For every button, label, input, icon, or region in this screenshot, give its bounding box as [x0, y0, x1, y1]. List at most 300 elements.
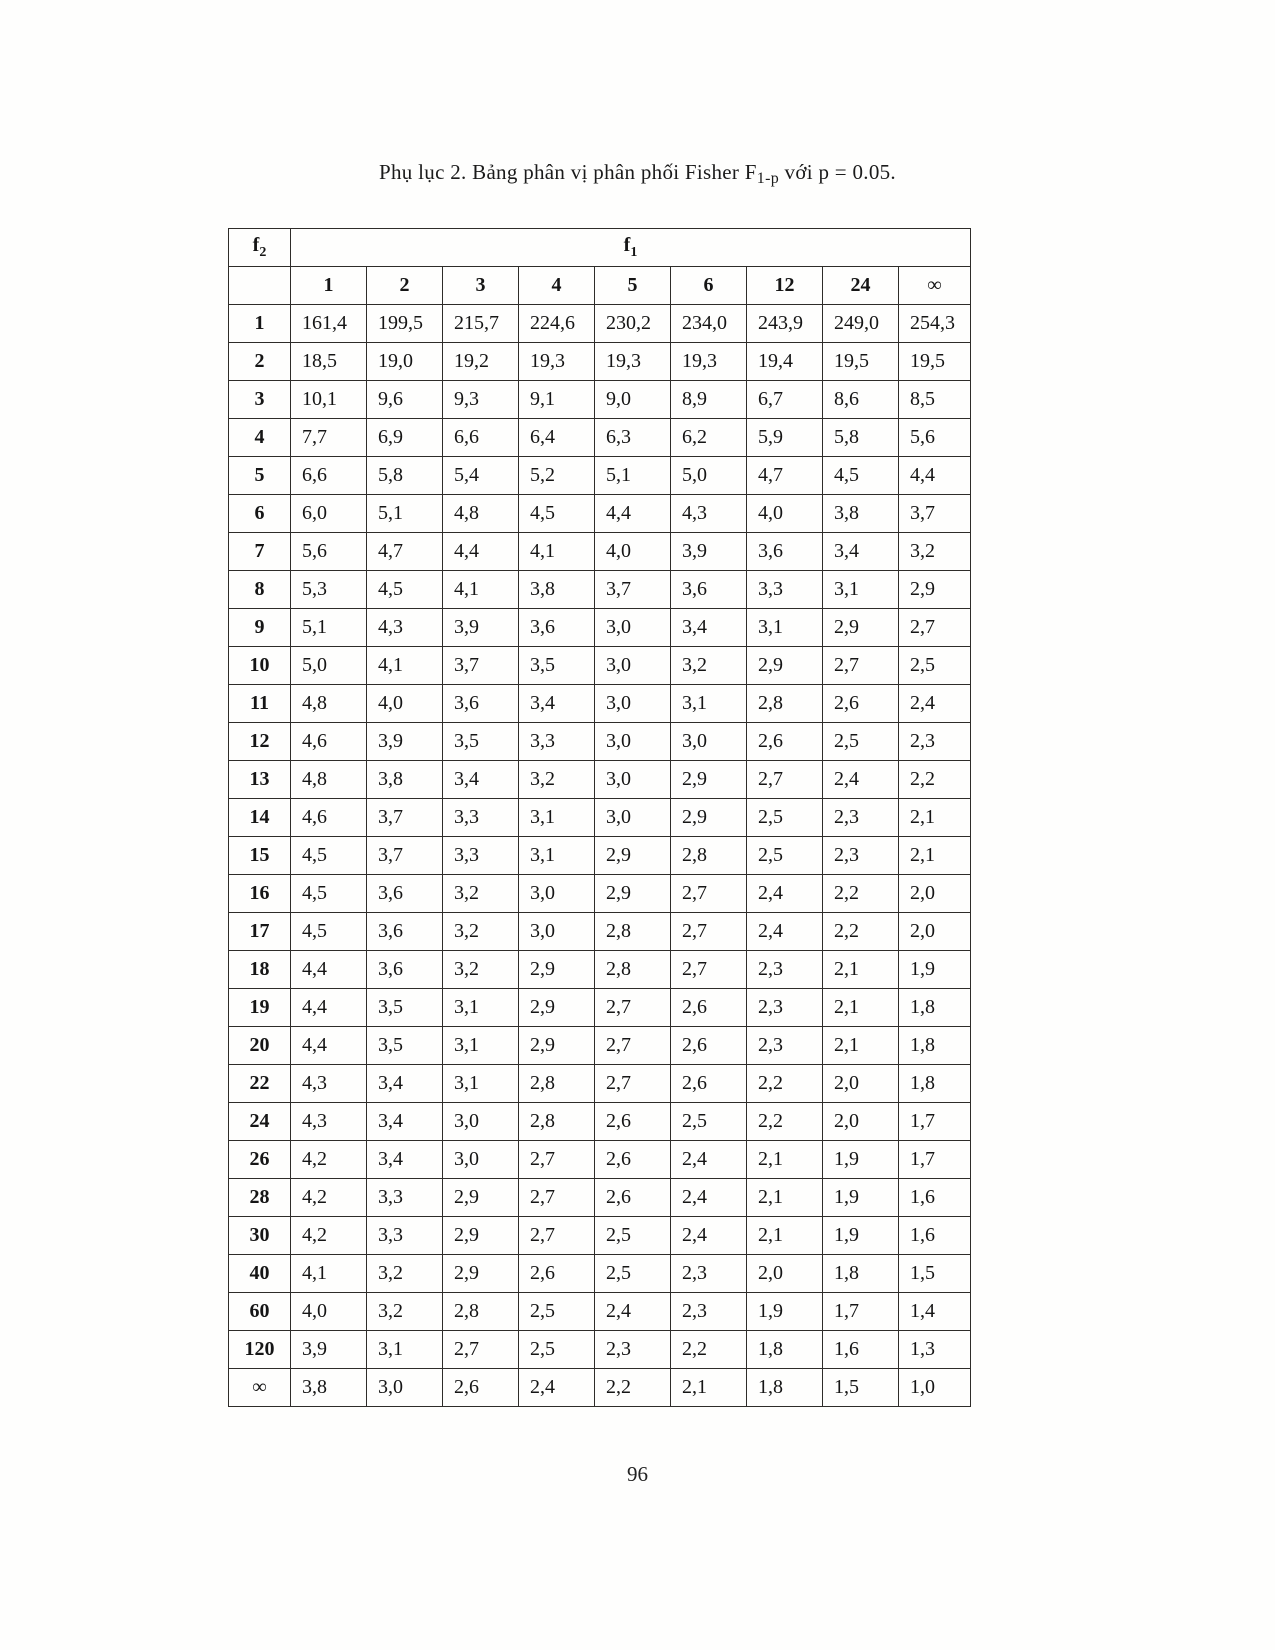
table-cell: 19,4: [747, 343, 823, 381]
table-cell: 3,9: [671, 533, 747, 571]
table-cell: 1,3: [899, 1331, 971, 1369]
table-cell: 3,0: [595, 647, 671, 685]
table-cell: 1,8: [823, 1255, 899, 1293]
table-cell: 3,0: [519, 913, 595, 951]
table-cell: 2,1: [747, 1179, 823, 1217]
table-cell: 2,2: [747, 1065, 823, 1103]
table-row: [229, 799, 971, 837]
table-row: [229, 571, 971, 609]
table-row: [229, 1141, 971, 1179]
table-cell: 3,5: [367, 1027, 443, 1065]
table-cell: 2,7: [443, 1331, 519, 1369]
table-cell: 2,5: [595, 1217, 671, 1255]
table-cell: 2,2: [823, 875, 899, 913]
table-cell: 8,9: [671, 381, 747, 419]
table-cell: 4,5: [291, 837, 367, 875]
table-cell: 1,6: [899, 1179, 971, 1217]
table-cell: 6,6: [291, 457, 367, 495]
table-cell: 4,5: [367, 571, 443, 609]
table-cell: 2,7: [519, 1141, 595, 1179]
table-row: [229, 1065, 971, 1103]
table-cell: 2,9: [671, 761, 747, 799]
table-cell: 2,1: [747, 1141, 823, 1179]
table-cell: 2,9: [519, 989, 595, 1027]
table-cell: 2,7: [899, 609, 971, 647]
table-cell: 3,3: [367, 1179, 443, 1217]
table-cell: 3,5: [367, 989, 443, 1027]
table-cell: 6,0: [291, 495, 367, 533]
table-cell: 1,8: [899, 1065, 971, 1103]
table-cell: 4,3: [671, 495, 747, 533]
table-cell: 9,6: [367, 381, 443, 419]
row-label: 9: [229, 609, 291, 647]
table-cell: 1,9: [823, 1141, 899, 1179]
table-cell: 2,8: [671, 837, 747, 875]
table-cell: 6,2: [671, 419, 747, 457]
row-label: 14: [229, 799, 291, 837]
row-label: 4: [229, 419, 291, 457]
table-cell: 4,5: [823, 457, 899, 495]
table-row: [229, 647, 971, 685]
table-cell: 4,0: [595, 533, 671, 571]
table-cell: 5,8: [367, 457, 443, 495]
table-row: [229, 533, 971, 571]
table-row: [229, 1103, 971, 1141]
table-cell: 5,2: [519, 457, 595, 495]
table-cell: 3,0: [595, 723, 671, 761]
table-cell: 1,8: [747, 1331, 823, 1369]
table-cell: 1,9: [747, 1293, 823, 1331]
table-cell: 3,2: [367, 1293, 443, 1331]
table-row: [229, 457, 971, 495]
table-cell: 3,3: [367, 1217, 443, 1255]
table-cell: 3,1: [443, 1065, 519, 1103]
title-prefix: Phụ lục 2. Bảng phân vị phân phối Fisher F: [379, 160, 757, 184]
table-cell: 3,0: [443, 1103, 519, 1141]
table-cell: 1,6: [899, 1217, 971, 1255]
table-cell: 2,0: [823, 1103, 899, 1141]
table-cell: 2,9: [443, 1255, 519, 1293]
row-label: 120: [229, 1331, 291, 1369]
table-cell: 2,1: [899, 799, 971, 837]
table-cell: 2,8: [595, 913, 671, 951]
table-cell: 1,9: [823, 1179, 899, 1217]
table-cell: 2,8: [519, 1065, 595, 1103]
table-cell: 3,0: [595, 761, 671, 799]
table-cell: 3,1: [443, 989, 519, 1027]
table-cell: 4,2: [291, 1217, 367, 1255]
table-cell: 161,4: [291, 305, 367, 343]
table-cell: 2,2: [595, 1369, 671, 1407]
table-cell: 2,7: [595, 1027, 671, 1065]
table-cell: 2,4: [671, 1141, 747, 1179]
table-cell: 1,7: [899, 1103, 971, 1141]
table-cell: 4,4: [899, 457, 971, 495]
row-label: 10: [229, 647, 291, 685]
column-header: 3: [443, 267, 519, 305]
table-cell: 3,0: [519, 875, 595, 913]
table-cell: 9,0: [595, 381, 671, 419]
table-cell: 2,9: [519, 951, 595, 989]
table-cell: 2,5: [823, 723, 899, 761]
column-header: 2: [367, 267, 443, 305]
table-cell: 2,0: [747, 1255, 823, 1293]
table-cell: 249,0: [823, 305, 899, 343]
column-header: 5: [595, 267, 671, 305]
table-cell: 4,3: [291, 1103, 367, 1141]
table-cell: 3,7: [367, 837, 443, 875]
table-cell: 1,8: [899, 989, 971, 1027]
table-cell: 3,6: [367, 913, 443, 951]
column-header: 1: [291, 267, 367, 305]
table-cell: 2,4: [823, 761, 899, 799]
table-row: [229, 951, 971, 989]
row-label: 5: [229, 457, 291, 495]
table-cell: 2,6: [823, 685, 899, 723]
table-cell: 2,2: [899, 761, 971, 799]
table-body: [229, 305, 971, 1407]
row-label: 60: [229, 1293, 291, 1331]
table-cell: 3,1: [519, 799, 595, 837]
table-cell: 2,4: [595, 1293, 671, 1331]
table-cell: 243,9: [747, 305, 823, 343]
row-label: 28: [229, 1179, 291, 1217]
table-cell: 4,6: [291, 799, 367, 837]
table-cell: 4,4: [291, 989, 367, 1027]
table-row: [229, 1293, 971, 1331]
row-label: 6: [229, 495, 291, 533]
table-cell: 2,7: [823, 647, 899, 685]
table-cell: 3,0: [443, 1141, 519, 1179]
table-cell: 3,7: [595, 571, 671, 609]
table-cell: 9,1: [519, 381, 595, 419]
table-cell: 1,4: [899, 1293, 971, 1331]
row-label: 18: [229, 951, 291, 989]
table-cell: 4,4: [595, 495, 671, 533]
table-cell: 5,1: [367, 495, 443, 533]
table-cell: 4,2: [291, 1179, 367, 1217]
table-cell: 3,4: [367, 1141, 443, 1179]
row-label: 8: [229, 571, 291, 609]
table-cell: 6,7: [747, 381, 823, 419]
table-cell: 2,3: [747, 1027, 823, 1065]
table-cell: 1,5: [899, 1255, 971, 1293]
table-cell: 2,9: [595, 837, 671, 875]
table-cell: 2,3: [823, 837, 899, 875]
table-cell: 5,8: [823, 419, 899, 457]
table-cell: 2,9: [443, 1217, 519, 1255]
table-cell: 3,0: [595, 609, 671, 647]
table-cell: 2,6: [595, 1103, 671, 1141]
table-cell: 2,9: [671, 799, 747, 837]
table-cell: 2,5: [671, 1103, 747, 1141]
table-cell: 2,4: [671, 1217, 747, 1255]
table-cell: 8,5: [899, 381, 971, 419]
table-cell: 1,8: [747, 1369, 823, 1407]
table-cell: 19,2: [443, 343, 519, 381]
table-cell: 4,5: [519, 495, 595, 533]
table-cell: 4,1: [367, 647, 443, 685]
table-cell: 254,3: [899, 305, 971, 343]
table-row: [229, 1217, 971, 1255]
title-suffix: với p = 0.05.: [779, 160, 896, 184]
table-cell: 19,5: [823, 343, 899, 381]
table-cell: 2,6: [519, 1255, 595, 1293]
table-cell: 2,1: [823, 989, 899, 1027]
table-cell: 3,4: [367, 1065, 443, 1103]
table-cell: 2,8: [443, 1293, 519, 1331]
table-cell: 2,2: [823, 913, 899, 951]
table-cell: 1,9: [823, 1217, 899, 1255]
table-cell: 3,2: [671, 647, 747, 685]
table-row: [229, 875, 971, 913]
table-cell: 215,7: [443, 305, 519, 343]
table-cell: 8,6: [823, 381, 899, 419]
table-cell: 3,4: [519, 685, 595, 723]
table-cell: 5,0: [291, 647, 367, 685]
table-cell: 3,4: [443, 761, 519, 799]
page-title: [0, 160, 1275, 188]
table-cell: 3,2: [519, 761, 595, 799]
table-cell: 2,0: [899, 913, 971, 951]
table-cell: 3,1: [747, 609, 823, 647]
table-cell: 5,1: [291, 609, 367, 647]
table-cell: 3,6: [747, 533, 823, 571]
table-row: [229, 1255, 971, 1293]
table-cell: 4,4: [291, 1027, 367, 1065]
table-cell: 3,3: [747, 571, 823, 609]
table-cell: 3,1: [367, 1331, 443, 1369]
table-cell: 3,6: [519, 609, 595, 647]
row-label: 12: [229, 723, 291, 761]
table-cell: 18,5: [291, 343, 367, 381]
table-cell: 3,7: [899, 495, 971, 533]
table-row: [229, 1027, 971, 1065]
table-cell: 3,4: [671, 609, 747, 647]
table-cell: 2,2: [671, 1331, 747, 1369]
table-cell: 2,7: [595, 1065, 671, 1103]
table-cell: 4,1: [291, 1255, 367, 1293]
table-cell: 3,0: [367, 1369, 443, 1407]
table-cell: 4,0: [291, 1293, 367, 1331]
column-header: 12: [747, 267, 823, 305]
table-cell: 2,2: [747, 1103, 823, 1141]
table-cell: 2,7: [671, 951, 747, 989]
table-cell: 4,6: [291, 723, 367, 761]
table-cell: 2,8: [747, 685, 823, 723]
table-cell: 1,5: [823, 1369, 899, 1407]
table-cell: 5,9: [747, 419, 823, 457]
table-cell: 19,0: [367, 343, 443, 381]
header-row-top: [229, 229, 971, 267]
table-cell: 3,9: [443, 609, 519, 647]
table-cell: 4,8: [291, 685, 367, 723]
table-cell: 2,7: [519, 1179, 595, 1217]
row-label: 2: [229, 343, 291, 381]
table-cell: 3,2: [443, 951, 519, 989]
row-label: 7: [229, 533, 291, 571]
table-cell: 4,5: [291, 875, 367, 913]
table-cell: 4,3: [367, 609, 443, 647]
table-cell: 2,3: [823, 799, 899, 837]
table-cell: 2,3: [671, 1293, 747, 1331]
table-cell: 3,2: [367, 1255, 443, 1293]
table-cell: 19,3: [595, 343, 671, 381]
table-cell: 3,9: [291, 1331, 367, 1369]
table-row: [229, 723, 971, 761]
table-cell: 4,4: [291, 951, 367, 989]
table-cell: 3,0: [595, 799, 671, 837]
table-cell: 2,9: [747, 647, 823, 685]
table-cell: 7,7: [291, 419, 367, 457]
table-cell: 2,6: [595, 1141, 671, 1179]
table-cell: 3,6: [443, 685, 519, 723]
table-cell: 4,1: [443, 571, 519, 609]
table-cell: 9,3: [443, 381, 519, 419]
row-label: 13: [229, 761, 291, 799]
table-cell: 5,3: [291, 571, 367, 609]
table-cell: 6,4: [519, 419, 595, 457]
row-label: 22: [229, 1065, 291, 1103]
table-cell: 2,9: [519, 1027, 595, 1065]
table-cell: 2,1: [899, 837, 971, 875]
table-cell: 1,7: [823, 1293, 899, 1331]
table-cell: 19,3: [671, 343, 747, 381]
table-row: [229, 305, 971, 343]
table-cell: 4,8: [291, 761, 367, 799]
corner-header-f2: $f_2$: [229, 229, 291, 267]
table-cell: 3,2: [443, 913, 519, 951]
table-row: [229, 495, 971, 533]
table-cell: 2,6: [595, 1179, 671, 1217]
table-cell: 2,6: [671, 989, 747, 1027]
column-header: ∞: [899, 267, 971, 305]
table-cell: 19,3: [519, 343, 595, 381]
table-cell: 2,6: [671, 1027, 747, 1065]
column-header: 4: [519, 267, 595, 305]
table-cell: 3,6: [367, 875, 443, 913]
row-label: 20: [229, 1027, 291, 1065]
table-cell: 3,8: [367, 761, 443, 799]
table-cell: 3,1: [823, 571, 899, 609]
row-label: 19: [229, 989, 291, 1027]
table-cell: 4,3: [291, 1065, 367, 1103]
corner-empty-cell: [229, 267, 291, 305]
table-cell: 2,7: [671, 913, 747, 951]
table-row: [229, 419, 971, 457]
title-subscript: 1-p: [756, 170, 779, 187]
table-cell: 4,0: [747, 495, 823, 533]
table-cell: 2,3: [747, 951, 823, 989]
table-cell: 5,4: [443, 457, 519, 495]
table-cell: 2,4: [671, 1179, 747, 1217]
table-cell: 2,5: [747, 837, 823, 875]
header-row-columns: [229, 267, 971, 305]
f1-span-header: $f_1$: [291, 229, 971, 267]
table-cell: 2,3: [595, 1331, 671, 1369]
table-row: [229, 913, 971, 951]
table-cell: 3,3: [443, 837, 519, 875]
table-cell: 3,8: [519, 571, 595, 609]
table-cell: 234,0: [671, 305, 747, 343]
table-cell: 1,9: [899, 951, 971, 989]
row-label: 16: [229, 875, 291, 913]
column-header: 24: [823, 267, 899, 305]
table-cell: 224,6: [519, 305, 595, 343]
table-cell: 3,2: [443, 875, 519, 913]
table-cell: 4,5: [291, 913, 367, 951]
table-cell: 2,1: [823, 951, 899, 989]
table-cell: 4,2: [291, 1141, 367, 1179]
row-label: ∞: [229, 1369, 291, 1407]
table-cell: 3,3: [519, 723, 595, 761]
table-cell: 3,4: [823, 533, 899, 571]
table-cell: 2,7: [671, 875, 747, 913]
table-cell: 3,1: [671, 685, 747, 723]
table-cell: 2,0: [899, 875, 971, 913]
table-row: [229, 343, 971, 381]
table-cell: 2,4: [747, 875, 823, 913]
table-cell: 4,0: [367, 685, 443, 723]
table-cell: 2,8: [519, 1103, 595, 1141]
table-cell: 2,1: [747, 1217, 823, 1255]
table-cell: 3,5: [519, 647, 595, 685]
table-cell: 2,3: [899, 723, 971, 761]
row-label: 30: [229, 1217, 291, 1255]
table-cell: 2,7: [595, 989, 671, 1027]
table-row: [229, 989, 971, 1027]
table-cell: 2,0: [823, 1065, 899, 1103]
row-label: 15: [229, 837, 291, 875]
table-cell: 2,1: [823, 1027, 899, 1065]
table-cell: 5,0: [671, 457, 747, 495]
table-cell: 3,3: [443, 799, 519, 837]
table-cell: 2,5: [519, 1331, 595, 1369]
table-cell: 2,6: [443, 1369, 519, 1407]
table-cell: 1,0: [899, 1369, 971, 1407]
table-cell: 2,4: [899, 685, 971, 723]
table-cell: 199,5: [367, 305, 443, 343]
table-cell: 3,0: [671, 723, 747, 761]
table-cell: 5,6: [899, 419, 971, 457]
table-row: [229, 1369, 971, 1407]
table-cell: 2,8: [595, 951, 671, 989]
row-label: 11: [229, 685, 291, 723]
table-cell: 4,7: [747, 457, 823, 495]
table-cell: 1,6: [823, 1331, 899, 1369]
table-cell: 3,1: [519, 837, 595, 875]
row-label: 3: [229, 381, 291, 419]
table-cell: 2,6: [747, 723, 823, 761]
table-cell: 5,6: [291, 533, 367, 571]
table-cell: 2,9: [899, 571, 971, 609]
table-cell: 2,4: [519, 1369, 595, 1407]
table-cell: 230,2: [595, 305, 671, 343]
table-cell: 2,9: [443, 1179, 519, 1217]
table-row: [229, 609, 971, 647]
table-row: [229, 381, 971, 419]
table-cell: 6,6: [443, 419, 519, 457]
table-cell: 3,8: [291, 1369, 367, 1407]
table-cell: 4,7: [367, 533, 443, 571]
table-cell: 2,5: [519, 1293, 595, 1331]
table-cell: 3,6: [671, 571, 747, 609]
row-label: 17: [229, 913, 291, 951]
table-cell: 3,1: [443, 1027, 519, 1065]
table-cell: 3,5: [443, 723, 519, 761]
table-cell: 2,7: [519, 1217, 595, 1255]
table-cell: 6,9: [367, 419, 443, 457]
